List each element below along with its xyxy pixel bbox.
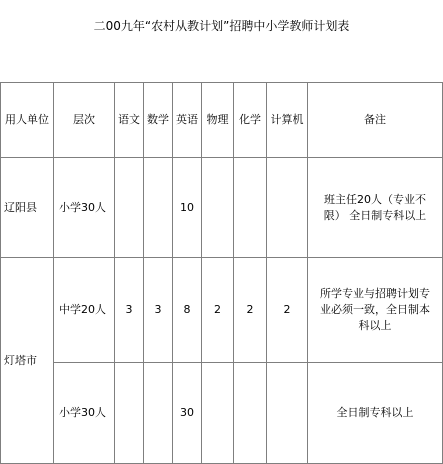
- table-title: 二00九年“农村从教计划”招聘中小学教师计划表: [93, 19, 350, 33]
- cell-physics[interactable]: 2: [202, 258, 234, 363]
- header-level[interactable]: 层次: [54, 83, 115, 158]
- cell-computer[interactable]: [267, 363, 308, 464]
- header-unit[interactable]: 用人单位: [1, 83, 54, 158]
- cell-english[interactable]: 8: [173, 258, 202, 363]
- cell-note[interactable]: 全日制专科以上: [308, 363, 443, 464]
- cell-chemistry[interactable]: [234, 158, 267, 258]
- cell-level[interactable]: 小学30人: [54, 158, 115, 258]
- header-row: [1, 83, 443, 158]
- table-row: [1, 158, 443, 258]
- header-computer[interactable]: 计算机: [267, 83, 308, 158]
- cell-note[interactable]: 班主任20人（专业不限） 全日制专科以上: [308, 158, 443, 258]
- cell-english[interactable]: 30: [173, 363, 202, 464]
- cell-english[interactable]: 10: [173, 158, 202, 258]
- cell-physics[interactable]: [202, 158, 234, 258]
- cell-unit[interactable]: 灯塔市: [1, 258, 54, 464]
- header-english[interactable]: 英语: [173, 83, 202, 158]
- cell-chemistry[interactable]: 2: [234, 258, 267, 363]
- cell-level[interactable]: 小学30人: [54, 363, 115, 464]
- cell-computer[interactable]: [267, 158, 308, 258]
- recruitment-plan-table: [0, 82, 443, 464]
- cell-level[interactable]: 中学20人: [54, 258, 115, 363]
- cell-chinese[interactable]: [115, 158, 144, 258]
- cell-chinese[interactable]: [115, 363, 144, 464]
- cell-math[interactable]: [144, 363, 173, 464]
- table-row: [1, 258, 443, 363]
- header-chinese[interactable]: 语文: [115, 83, 144, 158]
- cell-unit[interactable]: 辽阳县: [1, 158, 54, 258]
- cell-chinese[interactable]: 3: [115, 258, 144, 363]
- header-note[interactable]: 备注: [308, 83, 443, 158]
- cell-physics[interactable]: [202, 363, 234, 464]
- cell-math[interactable]: 3: [144, 258, 173, 363]
- cell-note[interactable]: 所学专业与招聘计划专业必须一致，全日制本科以上: [308, 258, 443, 363]
- cell-chemistry[interactable]: [234, 363, 267, 464]
- header-chemistry[interactable]: 化学: [234, 83, 267, 158]
- cell-math[interactable]: [144, 158, 173, 258]
- cell-computer[interactable]: 2: [267, 258, 308, 363]
- table-row: [1, 363, 443, 464]
- header-math[interactable]: 数学: [144, 83, 173, 158]
- header-physics[interactable]: 物理: [202, 83, 234, 158]
